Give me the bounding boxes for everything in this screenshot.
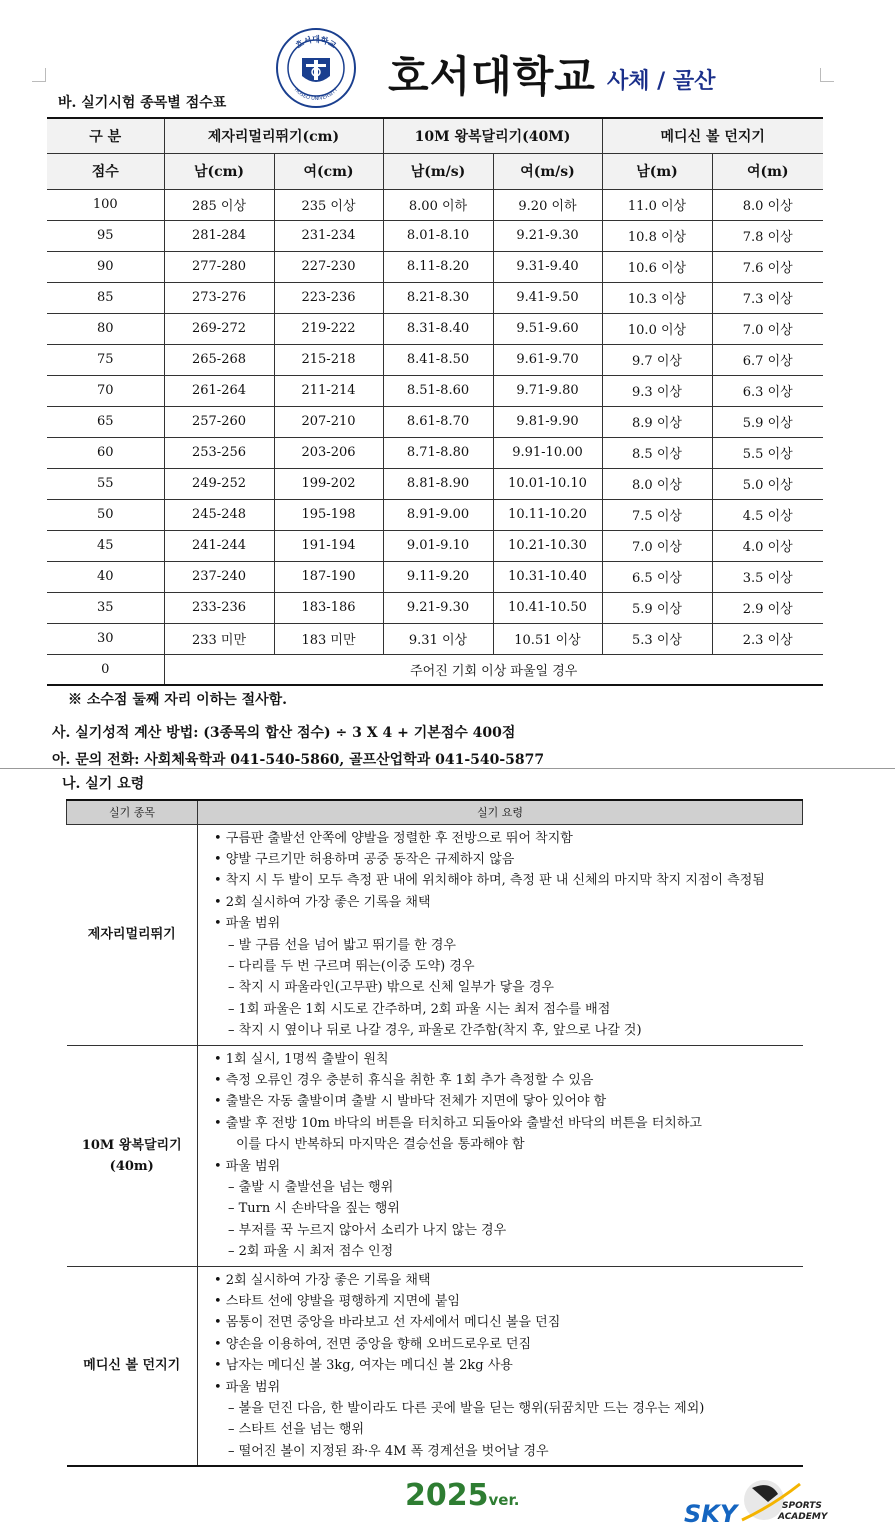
- table-cell: 273-276: [164, 282, 274, 313]
- table-row: [47, 282, 823, 313]
- guide-line: – 1회 파울은 1회 시도로 간주하며, 2회 파울 시는 최저 점수를 배점: [228, 1001, 611, 1017]
- table-cell: 241-244: [164, 530, 274, 561]
- score-cell: 95: [47, 220, 164, 251]
- department-label: 사체 / 골산: [607, 69, 716, 94]
- table-row: [47, 561, 823, 592]
- table-cell: 281-284: [164, 220, 274, 251]
- table-cell: 8.31-8.40: [383, 313, 493, 344]
- score-cell: 80: [47, 313, 164, 344]
- table-cell: 10.01-10.10: [493, 468, 602, 499]
- table-cell: 5.3 이상: [602, 623, 712, 654]
- table-cell: 5.9 이상: [712, 406, 823, 437]
- table-cell: 8.61-8.70: [383, 406, 493, 437]
- table-cell: 227-230: [274, 251, 383, 282]
- score-table-subheader-row: [47, 153, 823, 189]
- score-cell: 65: [47, 406, 164, 437]
- table-cell: 8.51-8.60: [383, 375, 493, 406]
- guide-line: • 2회 실시하여 가장 좋은 기록을 채택: [214, 894, 431, 910]
- table-cell: 7.5 이상: [602, 499, 712, 530]
- guide-line: – 부저를 꾹 누르지 않아서 소리가 나지 않는 경우: [228, 1222, 507, 1238]
- table-cell: 10.0 이상: [602, 313, 712, 344]
- table-cell: 183 미만: [274, 623, 383, 654]
- guide-line: • 구름판 출발선 안쪽에 양발을 정렬한 후 전방으로 뛰어 착지함: [214, 830, 573, 846]
- header-unit: 남(m/s): [383, 153, 493, 189]
- table-row: [47, 530, 823, 561]
- practical-header-row: [67, 800, 803, 824]
- header-unit: 남(m): [602, 153, 712, 189]
- score-cell: 40: [47, 561, 164, 592]
- table-cell: 9.81-9.90: [493, 406, 602, 437]
- guide-line: • 2회 실시하여 가장 좋은 기록을 채택: [214, 1272, 431, 1288]
- practical-guide-table: [66, 799, 803, 1467]
- table-cell: 9.21-9.30: [493, 220, 602, 251]
- table-cell: 8.0 이상: [712, 189, 823, 220]
- table-cell: 8.0 이상: [602, 468, 712, 499]
- table-cell: 8.81-8.90: [383, 468, 493, 499]
- table-cell: 245-248: [164, 499, 274, 530]
- table-cell: 9.20 이하: [493, 189, 602, 220]
- table-cell: 4.5 이상: [712, 499, 823, 530]
- guide-line: – 스타트 선을 넘는 행위: [228, 1422, 365, 1438]
- table-cell: 8.00 이하: [383, 189, 493, 220]
- guide-line: • 몸통이 전면 중앙을 바라보고 선 자세에서 메디신 볼을 던짐: [214, 1315, 561, 1331]
- score-cell: 85: [47, 282, 164, 313]
- table-cell: 8.5 이상: [602, 437, 712, 468]
- table-cell: 233 미만: [164, 623, 274, 654]
- table-cell: 237-240: [164, 561, 274, 592]
- event-name-line2: (40m): [109, 1158, 154, 1174]
- table-cell: 2.9 이상: [712, 592, 823, 623]
- table-cell: 9.61-9.70: [493, 344, 602, 375]
- guide-line: • 측정 오류인 경우 충분히 휴식을 취한 후 1회 추가 측정할 수 있음: [214, 1072, 594, 1088]
- table-cell: 191-194: [274, 530, 383, 561]
- table-cell: 215-218: [274, 344, 383, 375]
- score-cell: 45: [47, 530, 164, 561]
- table-cell: 9.11-9.20: [383, 561, 493, 592]
- header-score: 점수: [47, 153, 164, 189]
- table-cell: 199-202: [274, 468, 383, 499]
- guide-line: • 스타트 선에 양발을 평행하게 지면에 붙임: [214, 1294, 460, 1310]
- table-row: [47, 499, 823, 530]
- table-cell: 7.8 이상: [712, 220, 823, 251]
- brand-academy: ACADEMY: [778, 1512, 828, 1522]
- note-calc-method: 사. 실기성적 계산 방법: (3종목의 합산 점수) ÷ 3 X 4 + 기본점수 400점: [52, 725, 516, 741]
- table-cell: 0: [47, 654, 164, 685]
- table-row: [47, 623, 823, 654]
- note-decimal: ※ 소수점 둘째 자리 이하는 절사함.: [68, 692, 288, 708]
- section-title-practical: 나. 실기 요령: [62, 776, 145, 792]
- corner-mark-left: [32, 68, 46, 82]
- table-cell: 6.7 이상: [712, 344, 823, 375]
- header-unit: 여(m): [712, 153, 823, 189]
- table-cell: 233-236: [164, 592, 274, 623]
- header-medicine-ball: 메디신 볼 던지기: [602, 118, 823, 153]
- guide-line: • 양발 구르기만 허용하며 공중 동작은 규제하지 않음: [214, 851, 515, 867]
- event-row-shuttle-run: [67, 1045, 803, 1266]
- guide-line: – 착지 시 파울라인(고무판) 밖으로 신체 일부가 닿을 경우: [228, 980, 554, 996]
- table-row: [47, 437, 823, 468]
- table-cell: 223-236: [274, 282, 383, 313]
- table-cell: 9.91-10.00: [493, 437, 602, 468]
- event-guide: [198, 1266, 803, 1466]
- version-label: [405, 1478, 519, 1513]
- table-cell: 9.51-9.60: [493, 313, 602, 344]
- event-row-medicine-ball: [67, 1266, 803, 1466]
- event-guide: [198, 1045, 803, 1266]
- guide-line: • 남자는 메디신 볼 3kg, 여자는 메디신 볼 2kg 사용: [214, 1358, 513, 1374]
- table-cell: 211-214: [274, 375, 383, 406]
- table-cell: 9.01-9.10: [383, 530, 493, 561]
- score-cell: 70: [47, 375, 164, 406]
- event-row-long-jump: [67, 824, 803, 1045]
- table-row: [47, 189, 823, 220]
- logo-text-bottom: HOSEO UNIVERSITY: [292, 87, 340, 103]
- version-suffix: ver.: [488, 1491, 520, 1509]
- table-cell: 285 이상: [164, 189, 274, 220]
- event-name: 메디신 볼 던지기: [67, 1266, 198, 1466]
- guide-line: • 파울 범위: [214, 916, 281, 932]
- table-cell: 6.3 이상: [712, 375, 823, 406]
- table-cell: 7.0 이상: [712, 313, 823, 344]
- table-cell: 8.71-8.80: [383, 437, 493, 468]
- logo-text-top: 호서대학교: [294, 35, 338, 51]
- table-cell: 4.0 이상: [712, 530, 823, 561]
- table-cell: 207-210: [274, 406, 383, 437]
- table-cell: 235 이상: [274, 189, 383, 220]
- table-cell: 5.5 이상: [712, 437, 823, 468]
- table-cell: 5.9 이상: [602, 592, 712, 623]
- header-unit: 여(cm): [274, 153, 383, 189]
- table-cell: 6.5 이상: [602, 561, 712, 592]
- table-cell: 249-252: [164, 468, 274, 499]
- guide-line: • 양손을 이용하여, 전면 중앙을 향해 오버드로우로 던짐: [214, 1336, 532, 1352]
- table-cell: 10.8 이상: [602, 220, 712, 251]
- score-cell: 100: [47, 189, 164, 220]
- guide-line: – 다리를 두 번 구르며 뛰는(이중 도약) 경우: [228, 958, 475, 974]
- table-cell: 253-256: [164, 437, 274, 468]
- score-table: [47, 117, 823, 686]
- table-cell: 주어진 기회 이상 파울일 경우: [164, 654, 823, 685]
- page-header: [0, 0, 895, 115]
- score-cell: 55: [47, 468, 164, 499]
- event-guide: [198, 824, 803, 1045]
- table-cell: 10.21-10.30: [493, 530, 602, 561]
- section-title-score: 바. 실기시험 종목별 점수표: [58, 95, 227, 111]
- table-cell: 261-264: [164, 375, 274, 406]
- table-row: [47, 406, 823, 437]
- table-row: [47, 375, 823, 406]
- table-cell: 203-206: [274, 437, 383, 468]
- guide-line: – 출발 시 출발선을 넘는 행위: [228, 1180, 394, 1195]
- guide-line: – 2회 파울 시 최저 점수 인정: [228, 1244, 394, 1260]
- table-cell: 8.11-8.20: [383, 251, 493, 282]
- table-cell: 219-222: [274, 313, 383, 344]
- header-guide: 실기 요령: [198, 800, 803, 824]
- table-cell: 9.31 이상: [383, 623, 493, 654]
- table-cell: 9.7 이상: [602, 344, 712, 375]
- guide-line: • 출발 후 전방 10m 바닥의 버튼을 터치하고 되돌아와 출발선 바닥의 버튼을 터치하고: [214, 1115, 702, 1131]
- score-table-body: [47, 189, 823, 654]
- score-cell: 60: [47, 437, 164, 468]
- table-cell: 183-186: [274, 592, 383, 623]
- table-cell: 10.6 이상: [602, 251, 712, 282]
- score-cell: 75: [47, 344, 164, 375]
- table-cell: 11.0 이상: [602, 189, 712, 220]
- table-cell: 10.11-10.20: [493, 499, 602, 530]
- table-cell: 231-234: [274, 220, 383, 251]
- university-seal-logo: [276, 28, 356, 108]
- score-cell: 30: [47, 623, 164, 654]
- corner-mark-right: [820, 68, 834, 82]
- score-cell: 35: [47, 592, 164, 623]
- sky-sports-academy-logo: [682, 1476, 828, 1534]
- header-shuttle-run: 10M 왕복달리기(40M): [383, 118, 602, 153]
- table-row: [47, 344, 823, 375]
- table-cell: 187-190: [274, 561, 383, 592]
- table-cell: 3.5 이상: [712, 561, 823, 592]
- table-cell: 8.91-9.00: [383, 499, 493, 530]
- table-cell: 9.41-9.50: [493, 282, 602, 313]
- header-unit: 여(m/s): [493, 153, 602, 189]
- table-cell: 8.01-8.10: [383, 220, 493, 251]
- table-cell: 10.3 이상: [602, 282, 712, 313]
- table-row: [47, 220, 823, 251]
- header-event: 실기 종목: [67, 800, 198, 824]
- guide-line: – 볼을 던진 다음, 한 발이라도 다른 곳에 발을 딛는 행위(뒤꿈치만 드는 경우는 제외): [228, 1401, 705, 1417]
- table-cell: 8.41-8.50: [383, 344, 493, 375]
- note-contact: 아. 문의 전화: 사회체육학과 041-540-5860, 골프산업학과 041-540-5877: [52, 752, 545, 768]
- header-standing-long-jump: 제자리멀리뛰기(cm): [164, 118, 383, 153]
- score-table-header-row: [47, 118, 823, 153]
- table-row: [47, 468, 823, 499]
- table-cell: 10.51 이상: [493, 623, 602, 654]
- brand-sky: SKY: [684, 1500, 738, 1528]
- brand-sports: SPORTS: [782, 1501, 822, 1511]
- table-row: [47, 251, 823, 282]
- table-cell: 9.31-9.40: [493, 251, 602, 282]
- score-cell: 90: [47, 251, 164, 282]
- guide-line: – 발 구름 선을 넘어 밟고 뛰기를 한 경우: [228, 937, 456, 953]
- table-cell: 9.21-9.30: [383, 592, 493, 623]
- table-cell: 9.3 이상: [602, 375, 712, 406]
- table-cell: 9.71-9.80: [493, 375, 602, 406]
- table-cell: 195-198: [274, 499, 383, 530]
- table-cell: 8.21-8.30: [383, 282, 493, 313]
- table-row-zero: [47, 654, 823, 685]
- version-year: 2025: [405, 1478, 489, 1513]
- guide-line: • 파울 범위: [214, 1379, 281, 1395]
- guide-line: • 1회 실시, 1명씩 출발이 원칙: [214, 1051, 389, 1067]
- university-name: 호서대학교: [388, 52, 596, 101]
- table-cell: 265-268: [164, 344, 274, 375]
- guide-line: • 출발은 자동 출발이며 출발 시 발바닥 전체가 지면에 닿아 있어야 함: [214, 1094, 607, 1110]
- table-cell: 10.31-10.40: [493, 561, 602, 592]
- score-cell: 50: [47, 499, 164, 530]
- table-cell: 5.0 이상: [712, 468, 823, 499]
- table-row: [47, 313, 823, 344]
- table-row: [47, 592, 823, 623]
- event-name-line1: 10M 왕복달리기: [81, 1137, 182, 1153]
- event-name: [67, 1045, 198, 1266]
- table-cell: 2.3 이상: [712, 623, 823, 654]
- table-cell: 10.41-10.50: [493, 592, 602, 623]
- guide-line: • 착지 시 두 발이 모두 측정 판 내에 위치해야 하며, 측정 판 내 신체의 마지막 착지 지점이 측정됨: [214, 873, 765, 889]
- table-cell: 277-280: [164, 251, 274, 282]
- event-name: 제자리멀리뛰기: [67, 824, 198, 1045]
- guide-line: – Turn 시 손바닥을 짚는 행위: [228, 1201, 400, 1217]
- guide-line: – 착지 시 옆이나 뒤로 나갈 경우, 파울로 간주함(착지 후, 앞으로 나갈 것): [228, 1023, 642, 1039]
- table-cell: 7.0 이상: [602, 530, 712, 561]
- table-cell: 8.9 이상: [602, 406, 712, 437]
- guide-line: 이를 다시 반복하되 마지막은 결승선을 통과해야 함: [236, 1137, 525, 1153]
- table-cell: 269-272: [164, 313, 274, 344]
- guide-line: – 떨어진 볼이 지정된 좌·우 4M 폭 경계선을 벗어날 경우: [228, 1443, 549, 1459]
- page-divider: [0, 768, 895, 769]
- table-cell: 7.6 이상: [712, 251, 823, 282]
- header-unit: 남(cm): [164, 153, 274, 189]
- guide-line: • 파울 범위: [214, 1158, 281, 1174]
- table-cell: 7.3 이상: [712, 282, 823, 313]
- table-cell: 257-260: [164, 406, 274, 437]
- header-category: 구 분: [47, 118, 164, 153]
